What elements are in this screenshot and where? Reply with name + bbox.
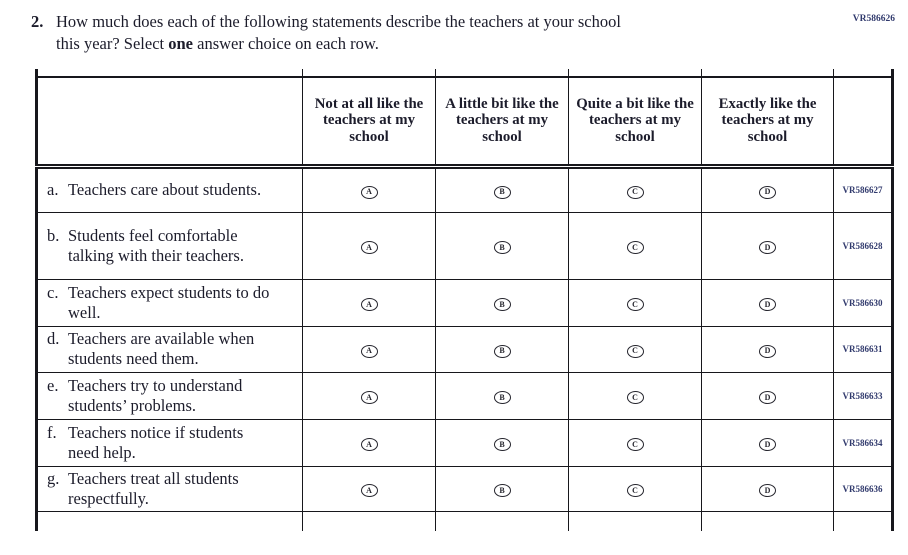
answer-bubble-d[interactable]: D — [759, 391, 776, 404]
answer-bubble-b[interactable]: B — [494, 391, 511, 404]
row-code: VR586631 — [834, 326, 893, 372]
answer-bubble-c[interactable]: C — [627, 241, 644, 254]
answer-bubble-c[interactable]: C — [627, 484, 644, 497]
row-statement — [37, 326, 303, 372]
row-code: VR586634 — [834, 419, 893, 466]
row-statement-text: Teachers care about students. — [68, 180, 262, 199]
row-letter: d. — [47, 329, 60, 348]
answer-bubble-c[interactable]: C — [627, 298, 644, 311]
answer-bubble-a[interactable]: A — [361, 186, 378, 199]
answer-bubble-c[interactable]: C — [627, 391, 644, 404]
answer-bubble-b[interactable]: B — [494, 186, 511, 199]
answer-bubble-b[interactable]: B — [494, 241, 511, 254]
answer-bubble-a[interactable]: A — [361, 298, 378, 311]
row-statement — [37, 419, 303, 466]
table-row-c — [37, 279, 893, 326]
row-letter: f. — [47, 422, 57, 442]
table-continuation-bottom — [37, 511, 893, 531]
question-number: 2. — [31, 12, 44, 31]
answer-bubble-d[interactable]: D — [759, 241, 776, 254]
table-row-e — [37, 372, 893, 419]
row-statement-text: Teachers expect students to do well. — [68, 282, 270, 322]
answer-bubble-c[interactable]: C — [627, 345, 644, 358]
form-code: VR586626 — [852, 14, 895, 24]
answer-bubble-a[interactable]: A — [361, 438, 378, 451]
answer-bubble-b[interactable]: B — [494, 298, 511, 311]
answer-bubble-b[interactable]: B — [494, 345, 511, 358]
table-row-f — [37, 419, 893, 466]
column-header-exactly-like: Exactly like the teachers at my school — [702, 77, 834, 166]
question-line2-start: this year? Select — [56, 34, 169, 53]
row-statement-text: Students feel comfortable talking with their teachers. — [68, 225, 244, 265]
row-statement-text: Teachers try to understand students’ problems. — [68, 375, 243, 415]
answer-bubble-d[interactable]: D — [759, 186, 776, 199]
answer-bubble-b[interactable]: B — [494, 484, 511, 497]
row-code: VR586627 — [834, 166, 893, 212]
statement-column-header — [37, 77, 303, 166]
answer-bubble-a[interactable]: A — [361, 241, 378, 254]
row-code: VR586636 — [834, 466, 893, 511]
table-header-row — [37, 77, 893, 166]
answer-bubble-b[interactable]: B — [494, 438, 511, 451]
table-row-b — [37, 212, 893, 279]
answer-bubble-a[interactable]: A — [361, 345, 378, 358]
row-statement — [37, 212, 303, 279]
row-statement — [37, 166, 303, 212]
answer-bubble-d[interactable]: D — [759, 345, 776, 358]
column-header-not-at-all: Not at all like the teachers at my school — [303, 77, 436, 166]
row-letter: c. — [47, 282, 59, 302]
matrix-table-container — [35, 69, 895, 533]
question-line2-end: answer choice on each row. — [193, 34, 379, 53]
row-code: VR586630 — [834, 279, 893, 326]
row-letter: g. — [47, 468, 60, 488]
row-statement-text: Teachers treat all students respectfully. — [68, 468, 239, 508]
answer-bubble-d[interactable]: D — [759, 298, 776, 311]
answer-bubble-a[interactable]: A — [361, 391, 378, 404]
answer-bubble-d[interactable]: D — [759, 438, 776, 451]
row-letter: b. — [47, 225, 60, 245]
row-statement — [37, 372, 303, 419]
survey-page — [0, 11, 908, 555]
code-column-header — [834, 77, 893, 166]
table-row-a — [37, 166, 893, 212]
row-statement-text: Teachers are available when students need them. — [68, 329, 255, 368]
question-line1: How much does each of the following statements describe the teachers at your school — [56, 12, 621, 31]
survey-matrix-table — [35, 69, 894, 531]
row-statement-text: Teachers notice if students need help. — [68, 422, 244, 462]
row-letter: e. — [47, 375, 59, 395]
row-code: VR586628 — [834, 212, 893, 279]
question-text — [56, 11, 816, 55]
question-block — [31, 11, 908, 55]
table-row-g — [37, 466, 893, 511]
column-header-quite-a-bit: Quite a bit like the teachers at my school — [569, 77, 702, 166]
row-statement — [37, 279, 303, 326]
row-letter: a. — [47, 180, 59, 199]
row-code: VR586633 — [834, 372, 893, 419]
answer-bubble-a[interactable]: A — [361, 484, 378, 497]
row-statement — [37, 466, 303, 511]
answer-bubble-d[interactable]: D — [759, 484, 776, 497]
question-bold-word: one — [168, 34, 193, 53]
answer-bubble-c[interactable]: C — [627, 438, 644, 451]
answer-bubble-c[interactable]: C — [627, 186, 644, 199]
table-continuation-top — [37, 69, 893, 77]
table-row-d — [37, 326, 893, 372]
column-header-a-little-bit: A little bit like the teachers at my school — [436, 77, 569, 166]
